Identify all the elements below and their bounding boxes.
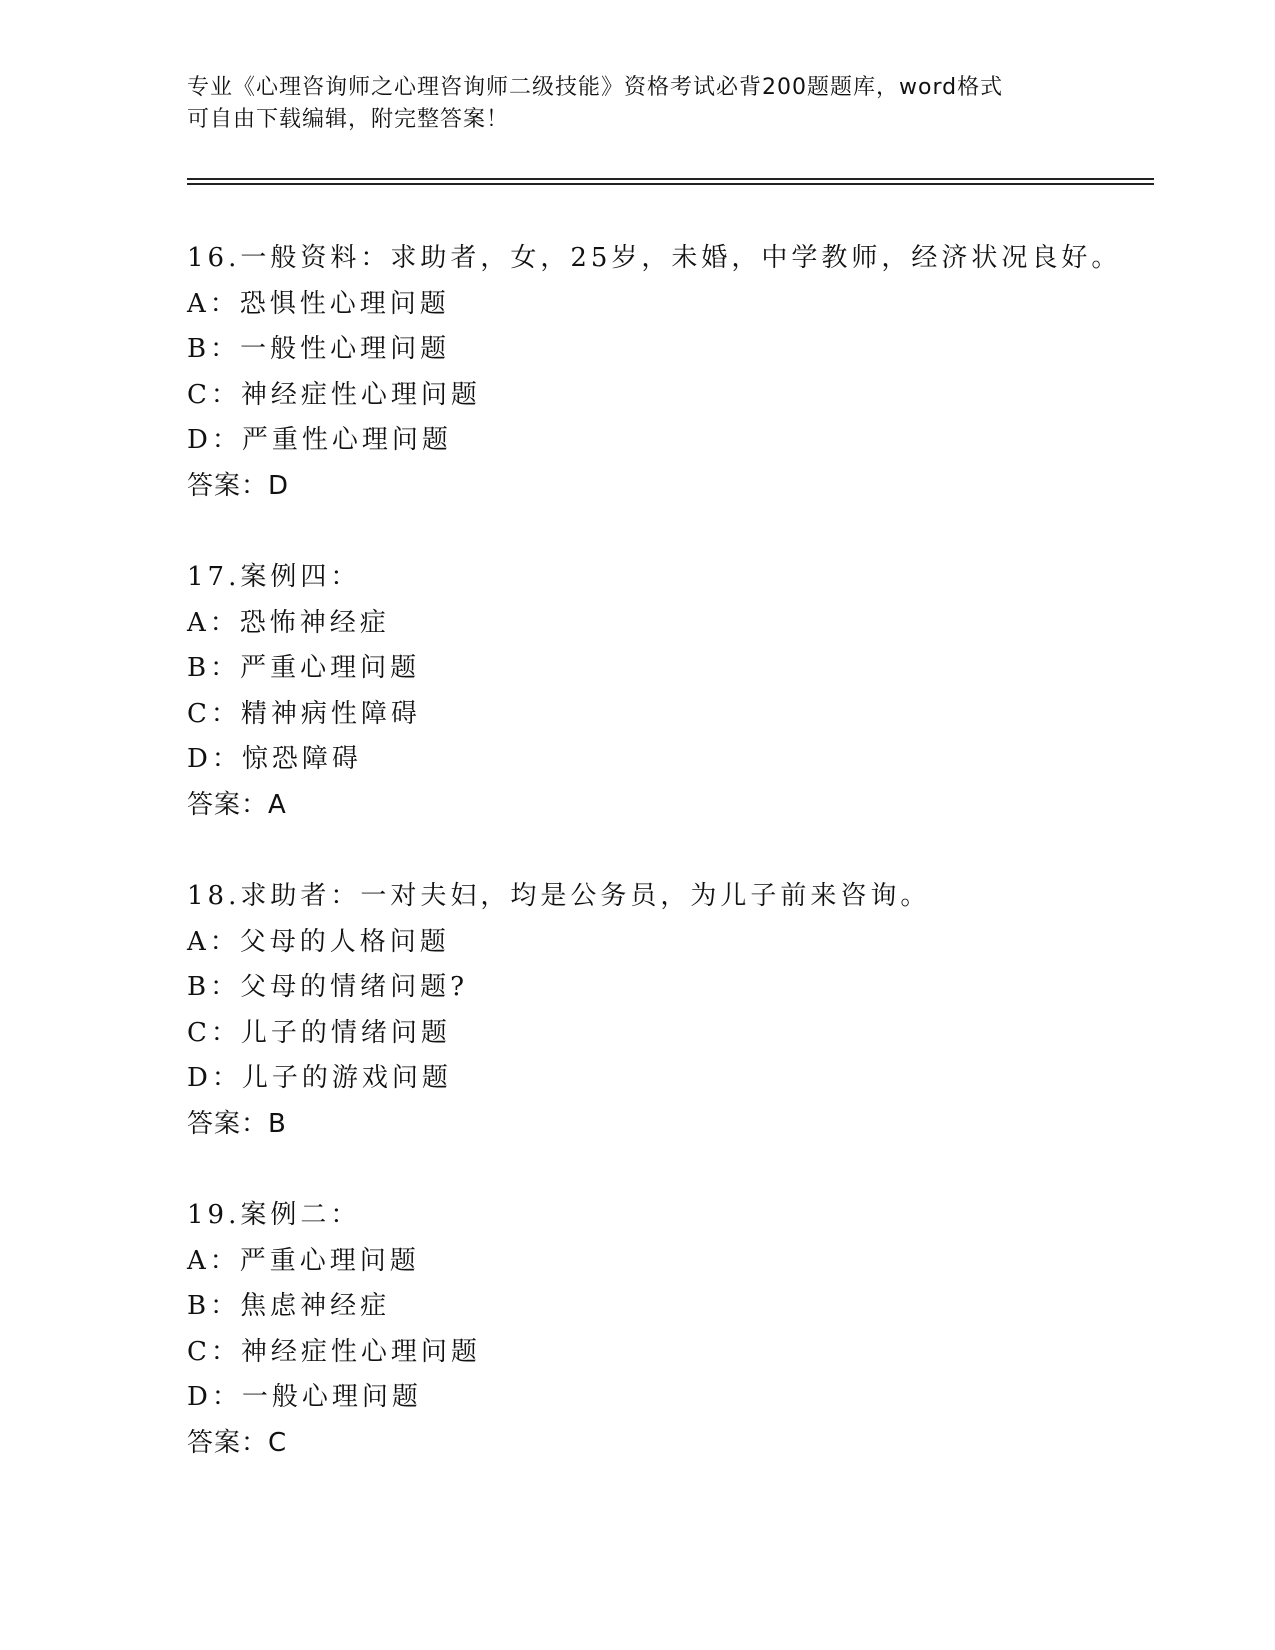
answer-line: 答案：C xyxy=(187,1427,288,1458)
option-b: B：一般性心理问题 xyxy=(187,334,451,364)
option-d: D：儿子的游戏问题 xyxy=(187,1063,452,1093)
question-title: 19.案例二： xyxy=(187,1200,361,1230)
question-title: 16.一般资料：求助者，女，25岁，未婚，中学教师，经济状况良好。 xyxy=(187,243,1122,273)
option-d: D：惊恐障碍 xyxy=(187,744,362,774)
option-b: B：严重心理问题 xyxy=(187,653,421,683)
option-a: A：恐惧性心理问题 xyxy=(187,288,450,319)
option-b: B：焦虑神经症 xyxy=(187,1291,391,1321)
option-b: B：父母的情绪问题? xyxy=(187,972,469,1002)
option-a: A：严重心理问题 xyxy=(187,1245,420,1276)
answer-line: 答案：A xyxy=(187,789,287,820)
question-16 xyxy=(187,236,1187,509)
option-c: C：神经症性心理问题 xyxy=(187,379,481,410)
question-17 xyxy=(187,555,1187,828)
document-header xyxy=(187,72,1087,136)
option-c: C：精神病性障碍 xyxy=(187,698,421,729)
option-a: A：父母的人格问题 xyxy=(187,926,450,957)
question-18 xyxy=(187,874,1187,1147)
option-a: A：恐怖神经症 xyxy=(187,607,390,638)
header-line-2: 可自由下载编辑，附完整答案！ xyxy=(187,107,510,132)
option-c: C：儿子的情绪问题 xyxy=(187,1017,451,1048)
answer-line: 答案：B xyxy=(187,1108,287,1139)
question-title: 18.求助者：一对夫妇，均是公务员，为儿子前来咨询。 xyxy=(187,881,931,911)
question-19 xyxy=(187,1193,1187,1466)
option-d: D：严重性心理问题 xyxy=(187,425,452,455)
header-divider-top xyxy=(187,178,1154,180)
question-title: 17.案例四： xyxy=(187,562,361,592)
question-list xyxy=(187,236,1187,1512)
option-d: D：一般心理问题 xyxy=(187,1382,422,1412)
header-line-1: 专业《心理咨询师之心理咨询师二级技能》资格考试必背200题题库，word格式 xyxy=(187,75,1004,100)
header-divider-bottom xyxy=(187,183,1154,185)
option-c: C：神经症性心理问题 xyxy=(187,1336,481,1367)
answer-line: 答案：D xyxy=(187,470,290,501)
